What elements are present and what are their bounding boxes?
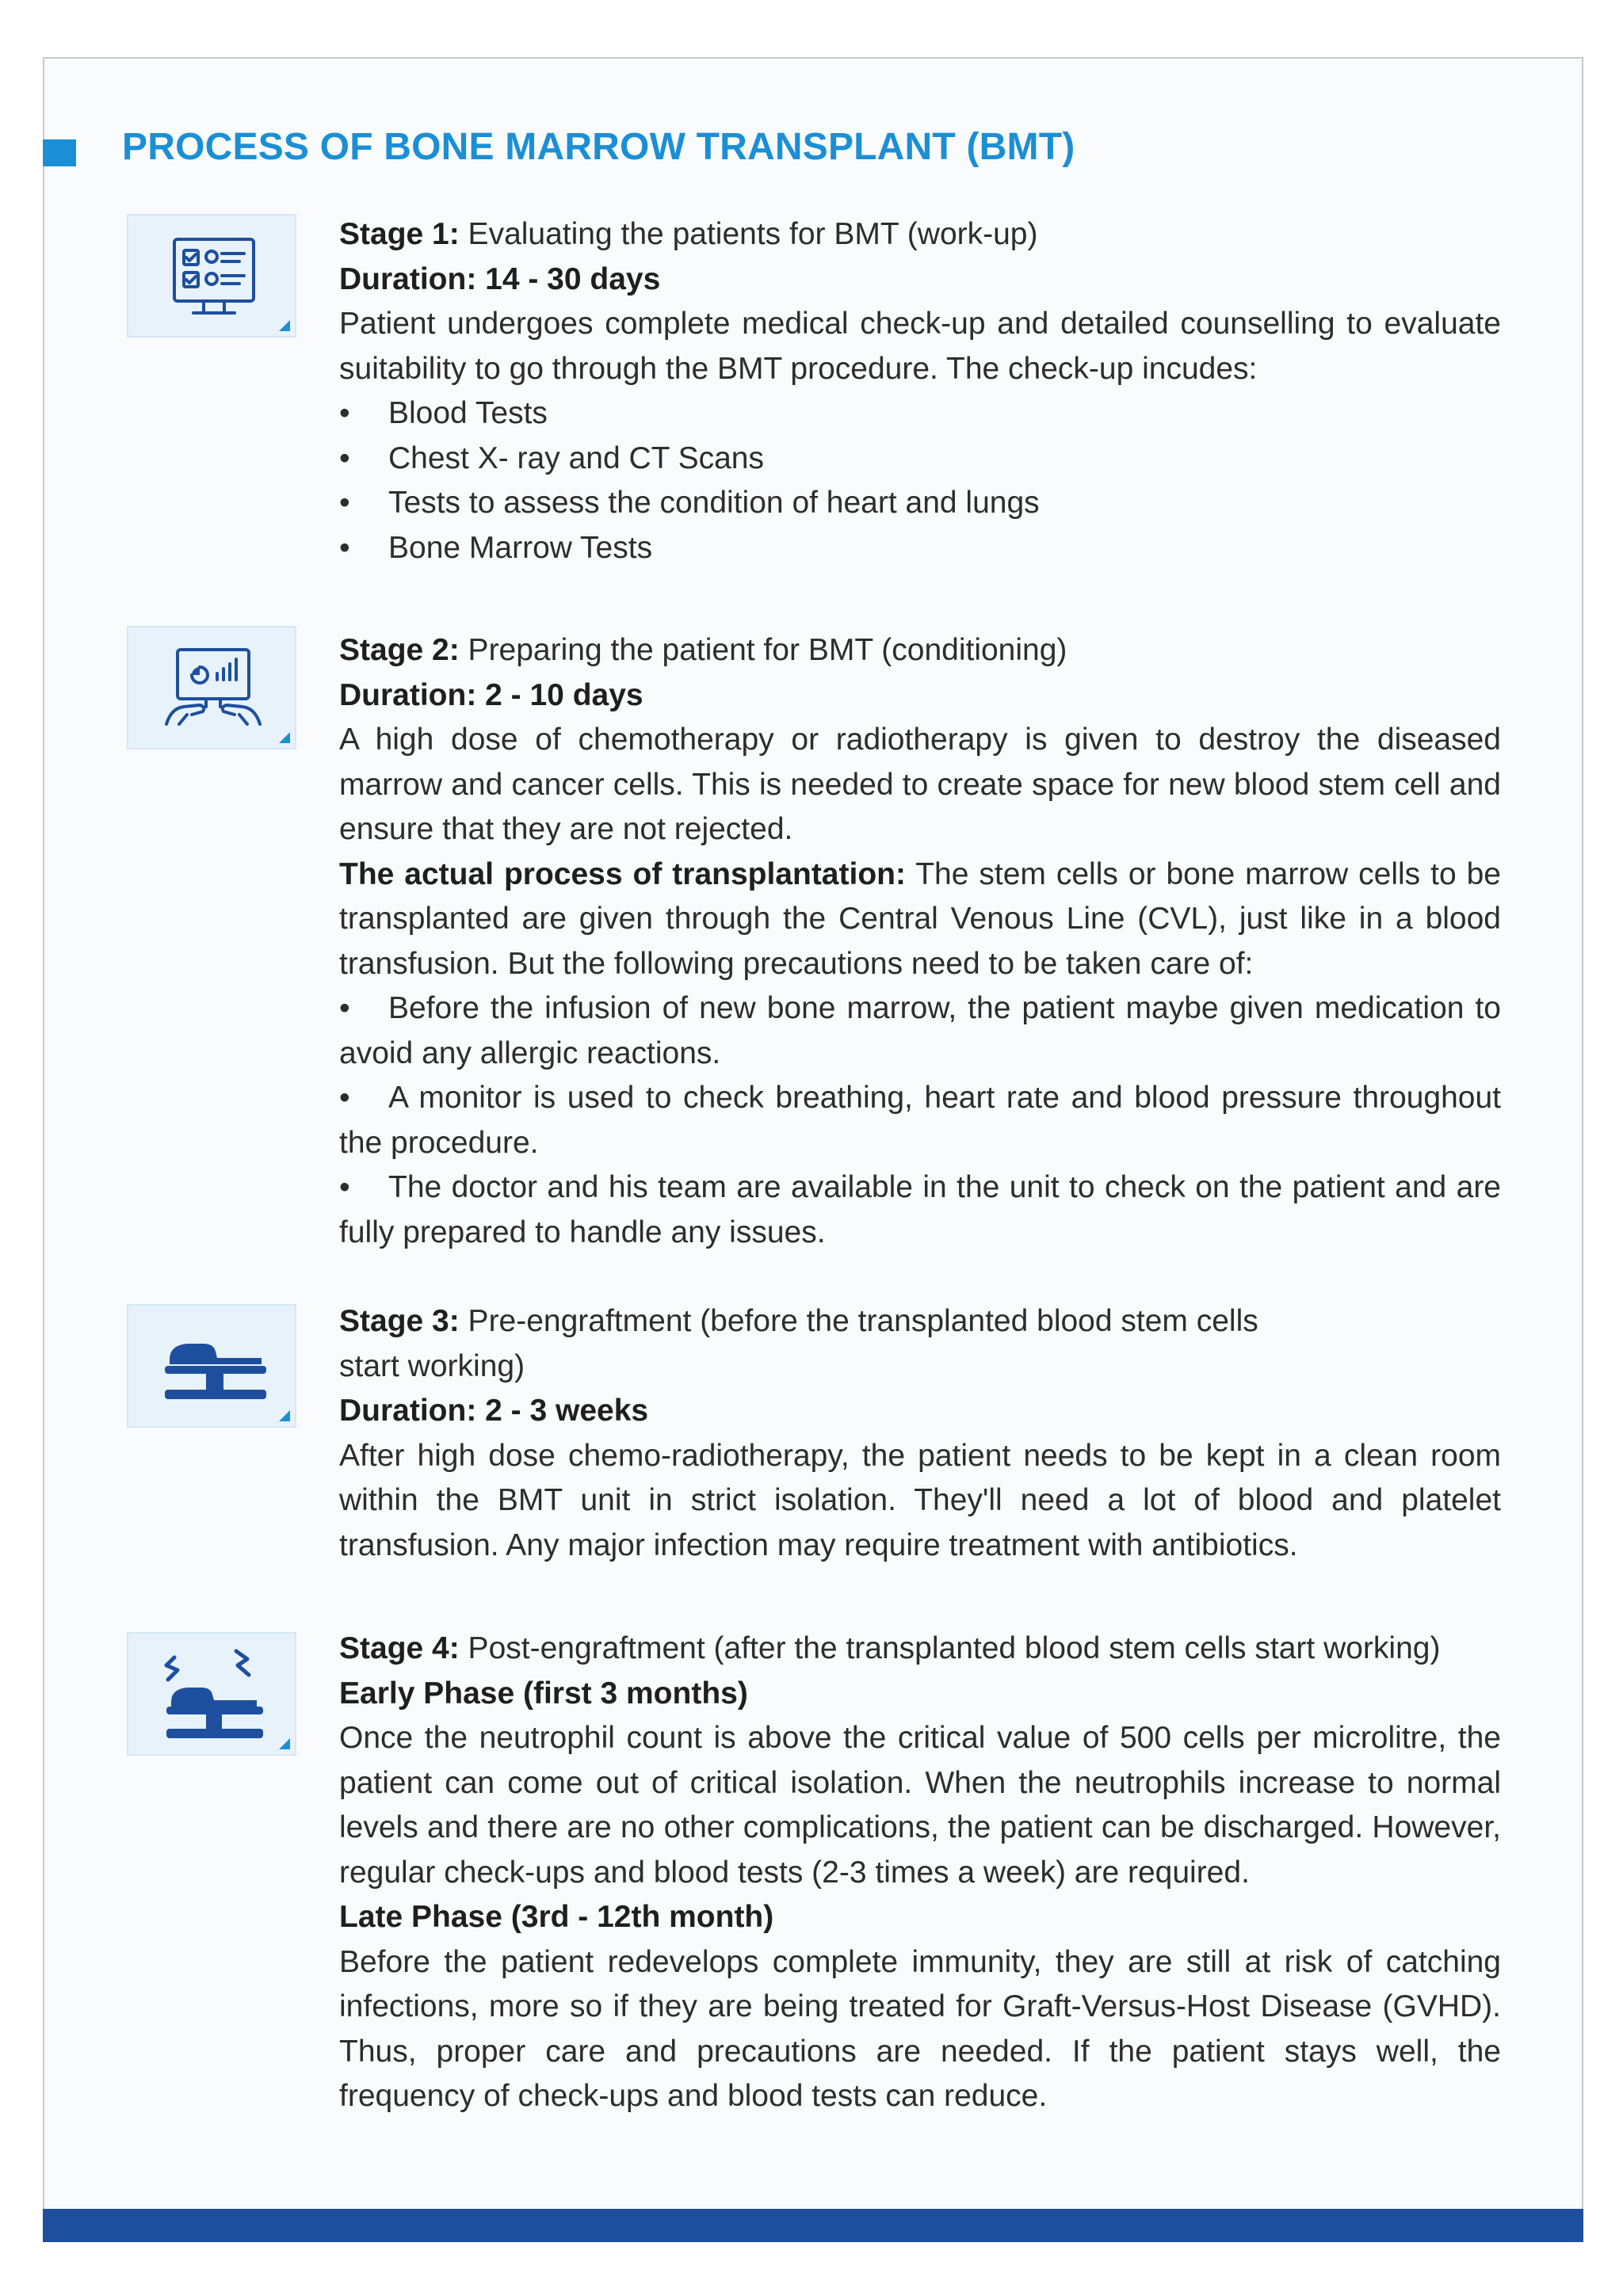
stage-1 (339, 212, 1501, 570)
stage-1-label: Stage 1: (339, 217, 460, 251)
stage-4 (339, 1627, 1501, 2119)
precaution-text: A monitor is used to check breathing, heart rate and blood pressure throughout the procedure. (339, 1081, 1501, 1160)
stage-4-heading: Post-engraftment (after the transplanted blood stem cells start working) (459, 1631, 1441, 1665)
stage-2-process-text: The stem cells or bone marrow cells to be transplanted are given through the Central Venous Line (CVL), just like in a blood transfusion. But the following precautions need to be taken care of: (339, 856, 1501, 981)
stage-3-heading-continued: start working) (339, 1348, 525, 1383)
stage-3-duration: Duration: 2 - 3 weeks (339, 1394, 649, 1428)
monitor-hands-icon (128, 627, 295, 748)
stage-3-heading: Pre-engraftment (before the transplanted blood stem cells (459, 1304, 1258, 1338)
precaution-item: • Before the infusion of new bone marrow, the patient maybe given medication to avoid any allergic reactions. (339, 991, 1501, 1070)
corner-triangle (279, 320, 290, 331)
list-item: • Tests to assess the condition of heart and lungs (339, 481, 1501, 526)
precaution-item: • A monitor is used to check breathing, heart rate and blood pressure throughout the procedure. (339, 1081, 1501, 1160)
stage-1-heading: Evaluating the patients for BMT (work-up) (459, 217, 1038, 251)
stage-4-icon-box (127, 1632, 296, 1756)
page-title: PROCESS OF BONE MARROW TRANSPLANT (BMT) (122, 126, 1075, 168)
list-item: • Bone Marrow Tests (339, 526, 1501, 571)
stage-2-process-label: The actual process of transplantation: (339, 856, 906, 891)
precaution-text: Before the infusion of new bone marrow, the patient maybe given medication to avoid any allergic reactions. (339, 991, 1501, 1070)
stage-4-label: Stage 4: (339, 1631, 460, 1665)
corner-triangle (279, 1738, 290, 1749)
stage-3 (339, 1299, 1501, 1568)
bed-recovery-icon (128, 1634, 295, 1754)
late-phase-heading: Late Phase (3rd - 12th month) (339, 1900, 774, 1934)
early-phase-body: Once the neutrophil count is above the critical value of 500 cells per microlitre, the patient can come out of critical isolation. When the neutrophils increase to normal levels and there are no other complications, the patient can be discharged. However, regular check-ups and blood tests (2-3 times a week) are required. (339, 1721, 1501, 1890)
stage-2 (339, 628, 1501, 1255)
list-item: • Blood Tests (339, 391, 1501, 437)
corner-triangle (279, 732, 290, 743)
stage-2-label: Stage 2: (339, 633, 460, 667)
early-phase-heading: Early Phase (first 3 months) (339, 1676, 748, 1711)
stage-1-checkup-list (339, 391, 1501, 570)
header-accent-square (43, 139, 76, 166)
checklist-monitor-icon (128, 215, 295, 336)
corner-triangle (279, 1410, 290, 1421)
stage-3-icon-box (127, 1304, 296, 1428)
stage-2-body: A high dose of chemotherapy or radiotherapy is given to destroy the diseased marrow and cancer cells. This is needed to create space for new blood stem cell and ensure that they are not rejected. (339, 723, 1501, 846)
stage-3-label: Stage 3: (339, 1304, 460, 1338)
list-item: • Chest X- ray and CT Scans (339, 437, 1501, 482)
stage-1-duration: Duration: 14 - 30 days (339, 261, 661, 296)
stage-2-icon-box (127, 626, 296, 749)
stage-2-duration: Duration: 2 - 10 days (339, 677, 643, 712)
late-phase-body: Before the patient redevelops complete immunity, they are still at risk of catching infections, more so if they are being treated for Graft-Versus-Host Disease (GVHD). Thus, proper care and precautions are needed. If the patient stays well, the frequency of check-ups and blood tests can reduce. (339, 1944, 1501, 2113)
stage-1-icon-box (127, 214, 296, 338)
stage-3-body: After high dose chemo-radiotherapy, the patient needs to be kept in a clean room within the BMT unit in strict isolation. They'll need a lot of blood and platelet transfusion. Any major infection may require treatment with antibiotics. (339, 1438, 1501, 1562)
stage-2-heading: Preparing the patient for BMT (conditioning) (459, 633, 1067, 667)
hospital-bed-icon (128, 1306, 295, 1426)
stage-1-body: Patient undergoes complete medical check-up and detailed counselling to evaluate suitability to go through the BMT procedure. The check-up incudes: (339, 307, 1501, 386)
precaution-item: • The doctor and his team are available in the unit to check on the patient and are fully prepared to handle any issues. (339, 1170, 1501, 1249)
footer-bar (43, 2209, 1583, 2242)
precaution-text: The doctor and his team are available in the unit to check on the patient and are fully prepared to handle any issues. (339, 1170, 1501, 1249)
